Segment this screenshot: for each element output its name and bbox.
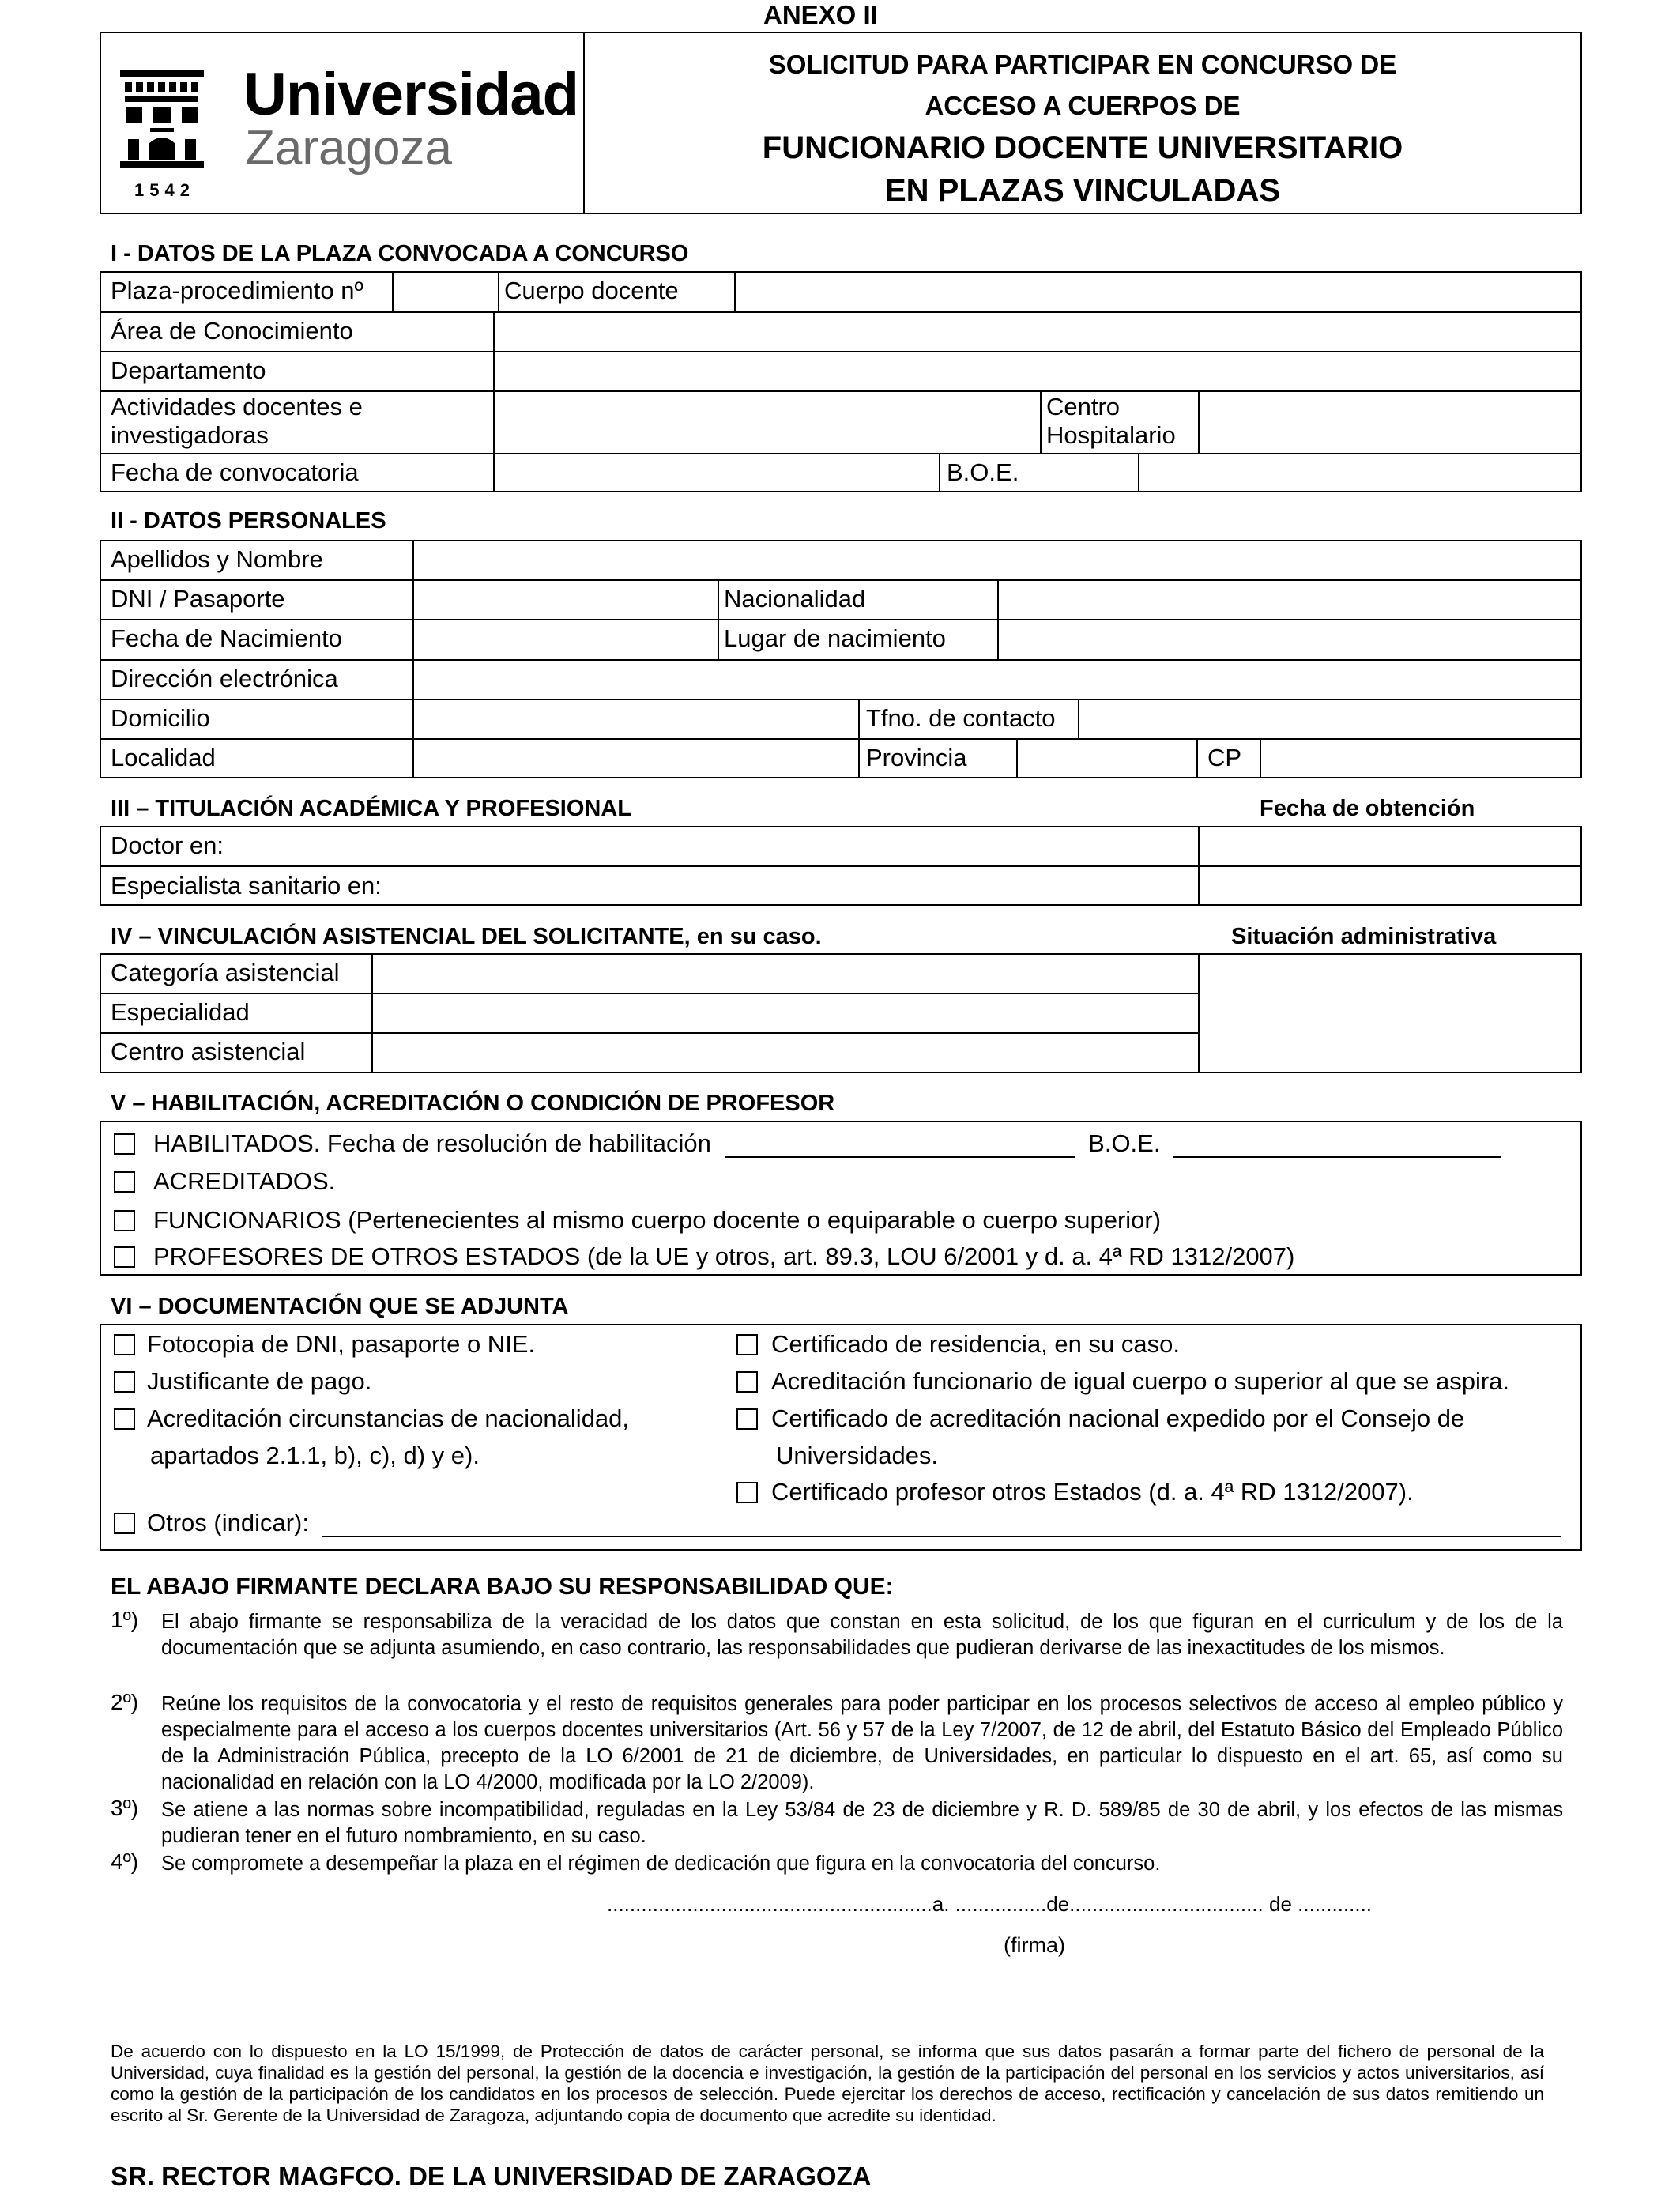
option-otros	[147, 1509, 1561, 1537]
university-logo	[119, 61, 579, 202]
field-provincia[interactable]	[1018, 740, 1195, 777]
signature-label: (firma)	[1004, 1933, 1065, 1957]
title-line-1: SOLICITUD PARA PARTICIPAR EN CONCURSO DE	[768, 50, 1397, 79]
option-justificante: Justificante de pago.	[147, 1367, 372, 1395]
field-nacionalidad[interactable]	[999, 581, 1580, 618]
field-telefono[interactable]	[1079, 700, 1580, 737]
section-4-heading: IV – VINCULACIÓN ASISTENCIAL DEL SOLICITANTE, en su caso.	[111, 924, 822, 949]
title-line-4: EN PLAZAS VINCULADAS	[884, 173, 1281, 208]
field-doctor-fecha[interactable]	[1200, 827, 1580, 865]
label-lugar-nacimiento: Lugar de nacimiento	[724, 624, 946, 652]
option-acreditacion-nacionalidad-1: Acreditación circunstancias de nacionalidad,	[147, 1404, 630, 1432]
option-fotocopia: Fotocopia de DNI, pasaporte o NIE.	[147, 1330, 536, 1358]
declaration-text-3: Se atiene a las normas sobre incompatibilidad, reguladas en la Ley 53/84 de 23 de diciembre y R. D. 589/85 de 30 de abril, y los efectos de las mismas pudieran tener en el futuro nombramiento, en su caso.	[161, 1799, 1563, 1847]
section-3-heading: III – TITULACIÓN ACADÉMICA Y PROFESIONAL	[111, 796, 631, 821]
option-profesores: PROFESORES DE OTROS ESTADOS (de la UE y otros, art. 89.3, LOU 6/2001 y d. a. 4ª RD 1312/2007)	[153, 1242, 1295, 1270]
label-centro-1: Centro	[1046, 393, 1121, 420]
logo-university: Universidad	[243, 61, 579, 128]
checkbox-acreditados[interactable]	[114, 1171, 135, 1193]
field-situacion-administrativa[interactable]	[1200, 955, 1580, 1072]
fecha-obtencion-heading: Fecha de obtención	[1260, 796, 1475, 821]
label-centro-2: Hospitalario	[1046, 421, 1176, 449]
checkbox-otros[interactable]	[114, 1513, 135, 1534]
date-place-line[interactable]: .........................................................a. ................de.................................. de .............	[607, 1892, 1373, 1916]
option-certificado-acreditacion-2: Universidades.	[776, 1442, 939, 1469]
declaration-heading: EL ABAJO FIRMANTE DECLARA BAJO SU RESPONSABILIDAD QUE:	[111, 1574, 894, 1600]
label-domicilio: Domicilio	[111, 704, 210, 732]
label-plaza: Plaza-procedimiento nº	[111, 277, 363, 304]
option-acreditacion-funcionario: Acreditación funcionario de igual cuerpo o superior al que se aspira.	[771, 1367, 1510, 1395]
label-email: Dirección electrónica	[111, 665, 338, 692]
label-actividades-1: Actividades docentes e	[111, 393, 363, 420]
label-centro-asistencial: Centro asistencial	[111, 1038, 306, 1065]
label-categoria: Categoría asistencial	[111, 959, 340, 986]
field-categoria[interactable]	[373, 955, 1196, 992]
option-habilitados-label: HABILITADOS. Fecha de resolución de habilitación	[153, 1129, 711, 1157]
addressee: SR. RECTOR MAGFCO. DE LA UNIVERSIDAD DE ZARAGOZA	[111, 2162, 872, 2191]
option-funcionarios: FUNCIONARIOS (Pertenecientes al mismo cuerpo docente o equiparable o cuerpo superior)	[153, 1206, 1162, 1234]
checkbox-certificado-profesor[interactable]	[736, 1482, 758, 1503]
label-doctor: Doctor en:	[111, 831, 224, 859]
checkbox-justificante[interactable]	[114, 1371, 135, 1393]
declaration-num-4: 4º)	[111, 1849, 139, 1874]
field-fecha-nacimiento[interactable]	[414, 620, 716, 658]
declaration-num-3: 3º)	[111, 1796, 139, 1820]
title-line-3: FUNCIONARIO DOCENTE UNIVERSITARIO	[762, 130, 1403, 165]
logo-city: Zaragoza	[245, 121, 452, 175]
section-5-heading: V – HABILITACIÓN, ACREDITACIÓN O CONDICIÓN DE PROFESOR	[111, 1091, 835, 1116]
title-line-2: ACCESO A CUERPOS DE	[925, 91, 1241, 120]
label-telefono: Tfno. de contacto	[866, 704, 1056, 732]
declaration-text-2: Reúne los requisitos de la convocatoria y el resto de requisitos generales para poder participar en los procesos selectivos de acceso al empleo público y especialmente para el acceso a los cuerpos docentes universitarios (Art. 56 y 57 de la Ley 7/2007, de 12 de abril, del Estatuto Básico del Empleado Público de la Administración Pública, precepto de la LO 6/2001 de 21 de diciembre, de Universidades, en particular lo dispuesto en el art. 65, así como su nacionalidad en relación con la LO 4/2000, modificada por la LO 2/2009).	[161, 1693, 1563, 1793]
declaration-num-1: 1º)	[111, 1608, 139, 1632]
label-habilitados-boe: B.O.E.	[1088, 1129, 1161, 1157]
label-apellidos: Apellidos y Nombre	[111, 545, 323, 573]
checkbox-funcionarios[interactable]	[114, 1210, 135, 1231]
field-cuerpo[interactable]	[736, 273, 1580, 311]
checkbox-profesores[interactable]	[114, 1246, 135, 1268]
field-fecha-habilitacion[interactable]	[725, 1133, 1075, 1158]
section-1-heading: I - DATOS DE LA PLAZA CONVOCADA A CONCURSO	[111, 241, 689, 266]
label-actividades-2: investigadoras	[111, 421, 269, 449]
annex-label: ANEXO II	[763, 0, 878, 29]
label-localidad: Localidad	[111, 744, 216, 771]
field-especialista[interactable]	[101, 867, 1196, 904]
field-domicilio[interactable]	[414, 700, 857, 737]
checkbox-fotocopia[interactable]	[114, 1334, 135, 1355]
option-certificado-profesor: Certificado profesor otros Estados (d. a. 4ª RD 1312/2007).	[771, 1478, 1414, 1506]
label-cuerpo: Cuerpo docente	[504, 277, 679, 304]
checkbox-certificado-acreditacion[interactable]	[736, 1408, 758, 1430]
field-departamento[interactable]	[495, 352, 1580, 390]
field-cp[interactable]	[1261, 740, 1580, 777]
university-building-icon	[119, 68, 205, 171]
label-provincia: Provincia	[866, 744, 967, 771]
option-residencia: Certificado de residencia, en su caso.	[771, 1330, 1180, 1358]
option-acreditacion-nacionalidad-2: apartados 2.1.1, b), c), d) y e).	[150, 1442, 480, 1469]
checkbox-residencia[interactable]	[736, 1334, 758, 1355]
label-nacionalidad: Nacionalidad	[724, 585, 866, 613]
field-doctor[interactable]	[101, 827, 1196, 865]
field-otros[interactable]	[322, 1512, 1561, 1537]
field-apellidos[interactable]	[414, 541, 1580, 579]
field-especialidad[interactable]	[373, 994, 1196, 1031]
label-fecha-convocatoria: Fecha de convocatoria	[111, 458, 359, 486]
field-localidad[interactable]	[414, 740, 857, 777]
option-acreditados: ACREDITADOS.	[153, 1167, 336, 1195]
label-cp: CP	[1207, 744, 1242, 771]
field-centro-hospitalario[interactable]	[1200, 392, 1580, 452]
declaration-text-1: El abajo firmante se responsabiliza de la veracidad de los datos que constan en esta solicitud, de los que figuran en el curriculum y de los de la documentación que se adjunta asumiendo, en caso contrario, las responsabilidades que pudieran derivarse de las inexactitudes de los mismos.	[161, 1611, 1563, 1659]
label-dni: DNI / Pasaporte	[111, 585, 285, 613]
label-area: Área de Conocimiento	[111, 317, 353, 345]
label-especialidad: Especialidad	[111, 998, 250, 1026]
declaration-num-2: 2º)	[111, 1690, 139, 1714]
label-departamento: Departamento	[111, 356, 266, 384]
field-area[interactable]	[495, 313, 1580, 350]
declaration-text-4: Se compromete a desempeñar la plaza en el régimen de dedicación que figura en la convocatoria del concurso.	[161, 1853, 1161, 1875]
field-dni[interactable]	[414, 581, 716, 618]
situacion-heading: Situación administrativa	[1231, 924, 1497, 949]
option-certificado-acreditacion-1: Certificado de acreditación nacional expedido por el Consejo de	[771, 1404, 1465, 1432]
label-especialista: Especialista sanitario en:	[111, 872, 382, 899]
option-habilitados	[153, 1129, 1501, 1158]
field-especialista-fecha[interactable]	[1200, 867, 1580, 904]
field-boe[interactable]	[1139, 454, 1580, 491]
logo-year: 1542	[134, 180, 195, 200]
section-6-heading: VI – DOCUMENTACIÓN QUE SE ADJUNTA	[111, 1294, 569, 1319]
checkbox-acreditacion-funcionario[interactable]	[736, 1371, 758, 1393]
field-actividades[interactable]	[495, 392, 1038, 452]
form-title	[585, 35, 1580, 212]
field-plaza[interactable]	[394, 273, 496, 311]
field-centro-asistencial[interactable]	[373, 1034, 1196, 1072]
field-fecha-convocatoria[interactable]	[495, 454, 937, 491]
label-fecha-nacimiento: Fecha de Nacimiento	[111, 624, 342, 652]
option-otros-label: Otros (indicar):	[147, 1509, 309, 1536]
checkbox-habilitados[interactable]	[114, 1133, 135, 1155]
field-habilitados-boe[interactable]	[1173, 1133, 1501, 1158]
field-lugar-nacimiento[interactable]	[999, 620, 1580, 658]
field-email[interactable]	[414, 661, 1580, 698]
label-boe: B.O.E.	[947, 458, 1019, 486]
section-2-heading: II - DATOS PERSONALES	[111, 508, 386, 533]
privacy-notice: De acuerdo con lo dispuesto en la LO 15/1999, de Protección de datos de carácter personal, se informa que sus datos pasarán a formar parte del fichero de personal de la Universidad, cuya finalidad es la gestión del personal, la gestión de la docencia e investigación, la gestión de la participación del personal en los servicios y actos universitarios, así como la gestión de la participación de los candidatos en los procesos de selección. Puede ejercitar los derechos de acceso, rectificación y cancelación de sus datos remitiendo un escrito al Sr. Gerente de la Universidad de Zaragoza, adjuntando copia de documento que acredite su identidad.	[111, 2041, 1544, 2125]
checkbox-acreditacion-nacionalidad[interactable]	[114, 1408, 135, 1430]
